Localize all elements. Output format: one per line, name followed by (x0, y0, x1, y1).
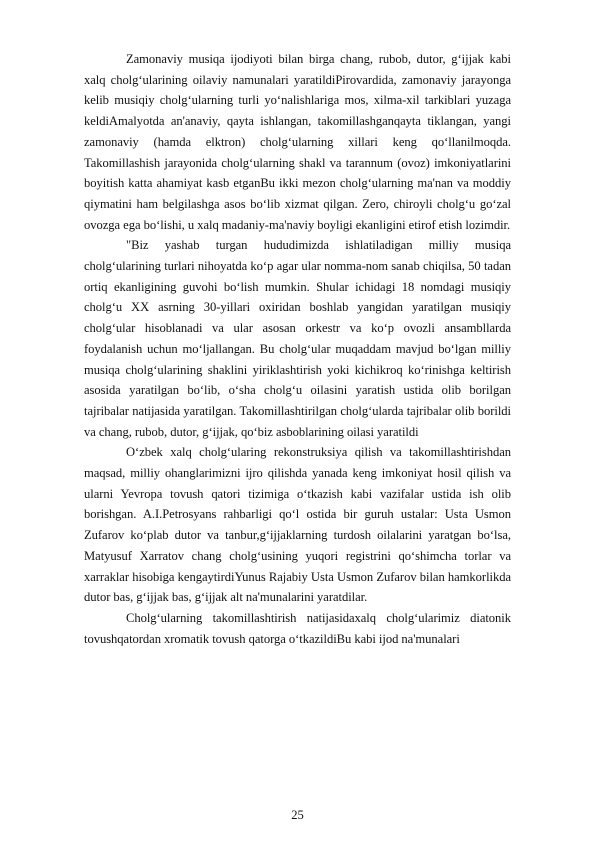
paragraph-1: Zamonaviy musiqa ijodiyoti bilan birga chang, rubob, dutor, g‘ijjak kabi xalq cholg‘ularining oilaviy namunalari yaratildiPirovardida, zamonaviy jarayonga kelib musiqiy cholg‘ularning turli yo‘nalishlariga mos, xilma-xil tarkiblari yuzaga keldiAmalyotda an'anaviy, qayta ishlangan, takomillashganqayta tiklangan, yangi zamonaviy (hamda elktron) cholg‘ularning xillari keng qo‘llanilmoqda. Takomillashish jarayonida cholg‘ularning shakl va tarannum (ovoz) imkoniyatlarini boyitish katta ahamiyat kasb etganBu ikki mezon cholg‘ularning ma'nan va moddiy qiymatini ham belgilashga asos bo‘lib xizmat qilgan. Zero, chiroyli cholg‘u go‘zal ovozga ega bo‘lishi, u xalq madaniy-ma'naviy boyligi ekanligini etirof etish lozimdir. (84, 52, 511, 232)
paragraph-2: "Biz yashab turgan hududimizda ishlatiladigan milliy musiqa cholg‘ularining turlari nihoyatda ko‘p agar ular nomma-nom sanab chiqilsa, 50 tadan ortiq ekanligining guvohi bo‘lish mumkin. Shular ichidagi 18 nomdagi musiqiy cholg‘u XX asrning 30-yillari oxiridan boshlab yangidan yaratilgan musiqiy cholg‘ular hisoblanadi va ular asosan orkestr va ko‘p ovozli ansambllarda foydalanish uchun mo‘ljallangan. Bu cholg‘ular muqaddam mavjud bo‘lgan milliy musiqa cholg‘ularining shaklini yiriklashtirish yoki kichikroq ko‘rinishga keltirish asosida yaratilgan bo‘lib, o‘sha cholg‘u oilasini yaratish ustida olib borilgan tajribalar natijasida yaratilgan. Takomillashtirilgan cholg‘ularda tajribalar olib borildi va chang, rubob, dutor, g‘ijjak, qo‘biz asboblarining oilasi yaratildi (84, 238, 511, 439)
document-body (84, 49, 511, 649)
paragraph-4: Cholg‘ularning takomillashtirish natijasidaxalq cholg‘ularimiz diatonik tovushqatordan xromatik tovush qatorga o‘tkazildiBu kabi ijod na'munalari (84, 610, 511, 646)
page-number: 25 (291, 808, 304, 822)
paragraph-3: O‘zbek xalq cholg‘ularing rekonstruksiya qilish va takomillashtirishdan maqsad, milliy ohanglarimizni ijro qilishda yanada keng imkoniyat hosil qilish va ularni Yevropa tovush qatori tizimiga o‘tkazish kabi vazifalar ustida ish olib borishgan. A.I.Petrosyans rahbarligi qo‘l ostida bir guruh ustalar: Usta Usmon Zufarov ko‘plab dutor va tanbur,g‘ijjaklarning turdosh oilalarini yaratgan bo‘lsa, Matyusuf Xarratov chang cholg‘usining yuqori registrini qo‘shimcha torlar va xarraklar hisobiga kengaytirdiYunus Rajabiy Usta Usmon Zufarov bilan hamkorlikda dutor bas, g‘ijjak bas, g‘ijjak alt na'munalarini yaratdilar. (84, 445, 511, 605)
